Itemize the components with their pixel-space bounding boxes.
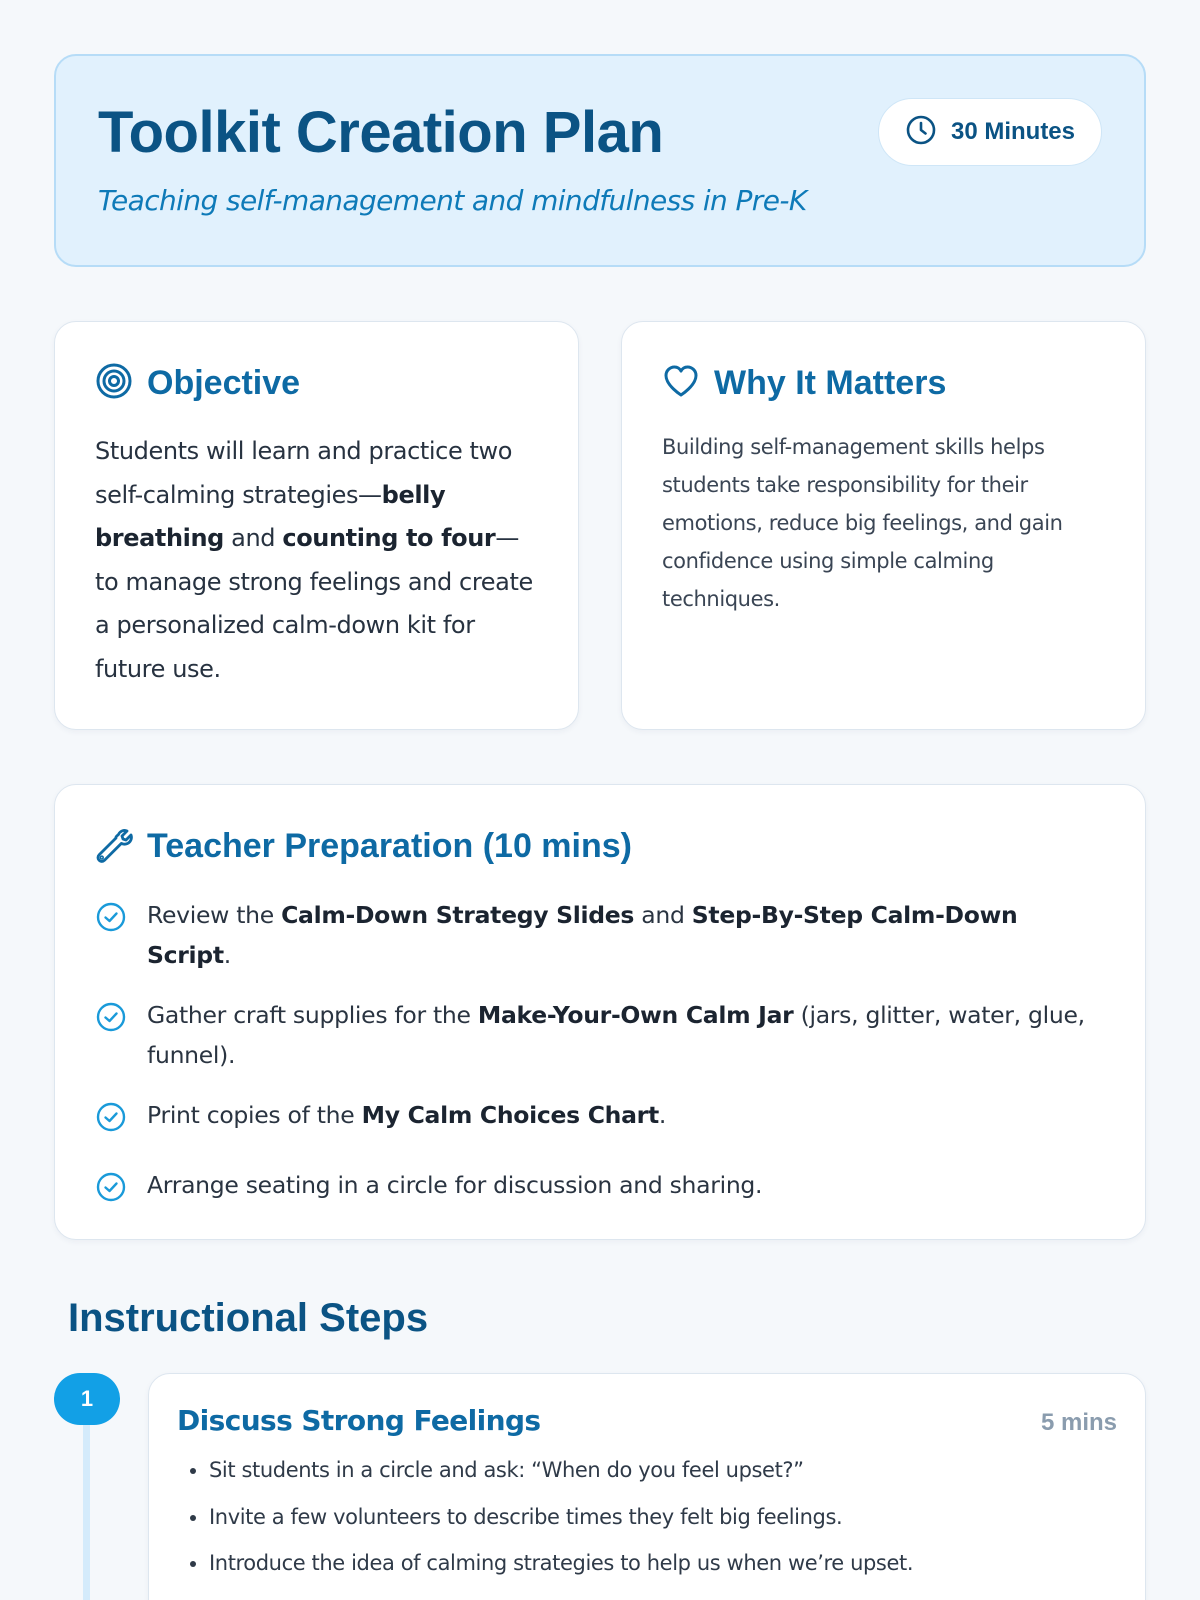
strategy-belly-breathing: belly breathing <box>95 480 446 552</box>
duration-label: 30 Minutes <box>950 118 1075 145</box>
list-item: • Invite a few volunteers to describe times they felt big feelings. <box>209 1494 1117 1541</box>
why-title: Why It Matters <box>714 363 947 402</box>
clock-icon <box>905 114 937 150</box>
check-circle-icon <box>95 1095 127 1145</box>
wrench-icon <box>95 825 133 867</box>
why-it-matters-card <box>621 321 1146 730</box>
prep-text-part: . <box>223 941 231 969</box>
objective-text-part: Students will learn and practice two self-calming strategies— <box>95 437 513 509</box>
list-item: • Introduce the idea of calming strategies to help us when we’re upset. <box>209 1540 1117 1587</box>
prep-text-part: Print copies of the <box>147 1101 362 1129</box>
step-title: Discuss Strong Feelings <box>177 1404 541 1437</box>
target-icon <box>95 362 133 404</box>
teacher-prep-card <box>54 784 1146 1240</box>
prep-text-part: Gather craft supplies for the <box>147 1001 478 1029</box>
check-circle-icon <box>95 1165 127 1215</box>
duration-badge <box>878 98 1102 166</box>
prep-item <box>95 895 1105 975</box>
objective-header <box>95 362 538 404</box>
why-header <box>662 362 1105 404</box>
objective-card <box>54 321 579 730</box>
resource-name: My Calm Choices Chart <box>361 1101 659 1129</box>
step-card <box>148 1373 1146 1600</box>
objective-text-part: and <box>223 524 283 552</box>
why-text: Building self-management skills helps students take responsibility for their emotions, reduce big feelings, and gain confidence using simple calming techniques. <box>662 435 1063 611</box>
resource-name: Step-By-Step Calm-Down Script <box>147 901 1018 969</box>
prep-item <box>95 1165 1105 1215</box>
objective-title: Objective <box>147 363 301 402</box>
objective-text-part: —to manage strong feelings and create a personalized calm-down kit for future use. <box>95 524 533 683</box>
page-subtitle: Teaching self-management and mindfulness in Pre-K <box>98 184 807 217</box>
prep-checklist <box>95 895 1105 1215</box>
prep-item-text: Arrange seating in a circle for discussion and sharing. <box>147 1171 763 1199</box>
prep-text-part: . <box>658 1101 667 1129</box>
resource-name: Make-Your-Own Calm Jar <box>477 1001 794 1029</box>
overview-row <box>54 321 1146 730</box>
step-bullet-list <box>177 1447 1117 1587</box>
prep-item <box>95 995 1105 1075</box>
header-card <box>54 54 1146 267</box>
strategy-counting: counting to four <box>282 524 496 552</box>
prep-text-part: and <box>634 901 692 929</box>
check-circle-icon <box>95 995 127 1075</box>
steps-section-title: Instructional Steps <box>68 1296 429 1340</box>
prep-header <box>95 825 1105 867</box>
prep-text-part: (jars, glitter, water, glue, funnel). <box>147 1001 1085 1069</box>
timeline-line <box>83 1413 90 1600</box>
prep-title: Teacher Preparation (10 mins) <box>147 826 632 865</box>
step-duration: 5 mins <box>1040 1409 1117 1436</box>
heart-icon <box>662 362 700 404</box>
prep-item-text <box>147 895 1105 975</box>
objective-text <box>95 430 538 691</box>
prep-item-text <box>147 1095 666 1145</box>
page-title: Toolkit Creation Plan <box>98 100 664 165</box>
check-circle-icon <box>95 895 127 975</box>
steps-timeline <box>54 1373 1146 1600</box>
resource-name: Calm-Down Strategy Slides <box>281 901 635 929</box>
prep-item-text <box>147 995 1105 1075</box>
prep-text-part: Review the <box>147 901 282 929</box>
step-number-badge: 1 <box>54 1373 120 1425</box>
prep-item <box>95 1095 1105 1145</box>
list-item: • Sit students in a circle and ask: “When do you feel upset?” <box>209 1447 1117 1494</box>
step-header <box>177 1404 1117 1437</box>
